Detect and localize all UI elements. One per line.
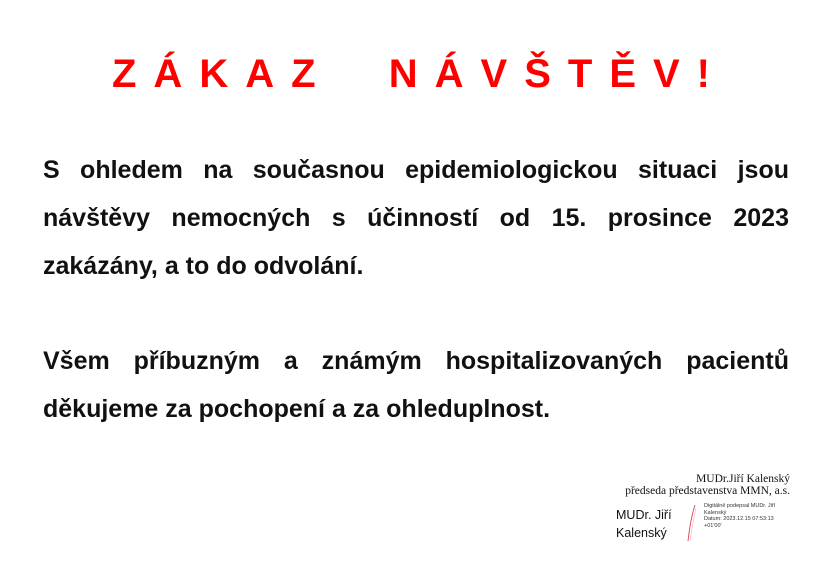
- notice-paragraph-2: [43, 337, 789, 433]
- digital-signature-details: [704, 503, 775, 529]
- signed-name: [616, 506, 672, 542]
- digital-signature-line: Kalenský: [704, 509, 727, 516]
- digital-signature-line: Digitálně podepsal MUDr. Jiří: [704, 503, 776, 509]
- digital-signature-block: [614, 502, 804, 546]
- signature-mark-icon: [686, 504, 698, 542]
- signed-name-line: Kalenský: [616, 526, 667, 540]
- paragraph-2-line: děkujeme za pochopení a za ohleduplnost.: [43, 395, 551, 423]
- digital-signature-line: Datum: 2023.12.15 07:53:13: [704, 516, 774, 523]
- signatory-role: předseda představenstva MMN, a.s.: [625, 485, 790, 497]
- signed-name-line: MUDr. Jiří: [616, 508, 672, 522]
- paragraph-1-line: S ohledem na současnou epidemiologickou situaci jsou: [43, 156, 789, 184]
- signatory-name: MUDr.Jiří Kalenský: [696, 473, 790, 485]
- notice-title: ZÁKAZ NÁVŠTĚV!: [112, 52, 727, 96]
- paragraph-1-line: návštěvy nemocných s účinností od 15. prosince 2023: [43, 204, 789, 232]
- paragraph-2-line: Všem příbuzným a známým hospitalizovaných pacientů: [43, 347, 789, 375]
- digital-signature-line: +01'00': [704, 522, 722, 529]
- paragraph-1-line: zakázány, a to do odvolání.: [43, 252, 364, 280]
- notice-paragraph-1: [43, 146, 789, 290]
